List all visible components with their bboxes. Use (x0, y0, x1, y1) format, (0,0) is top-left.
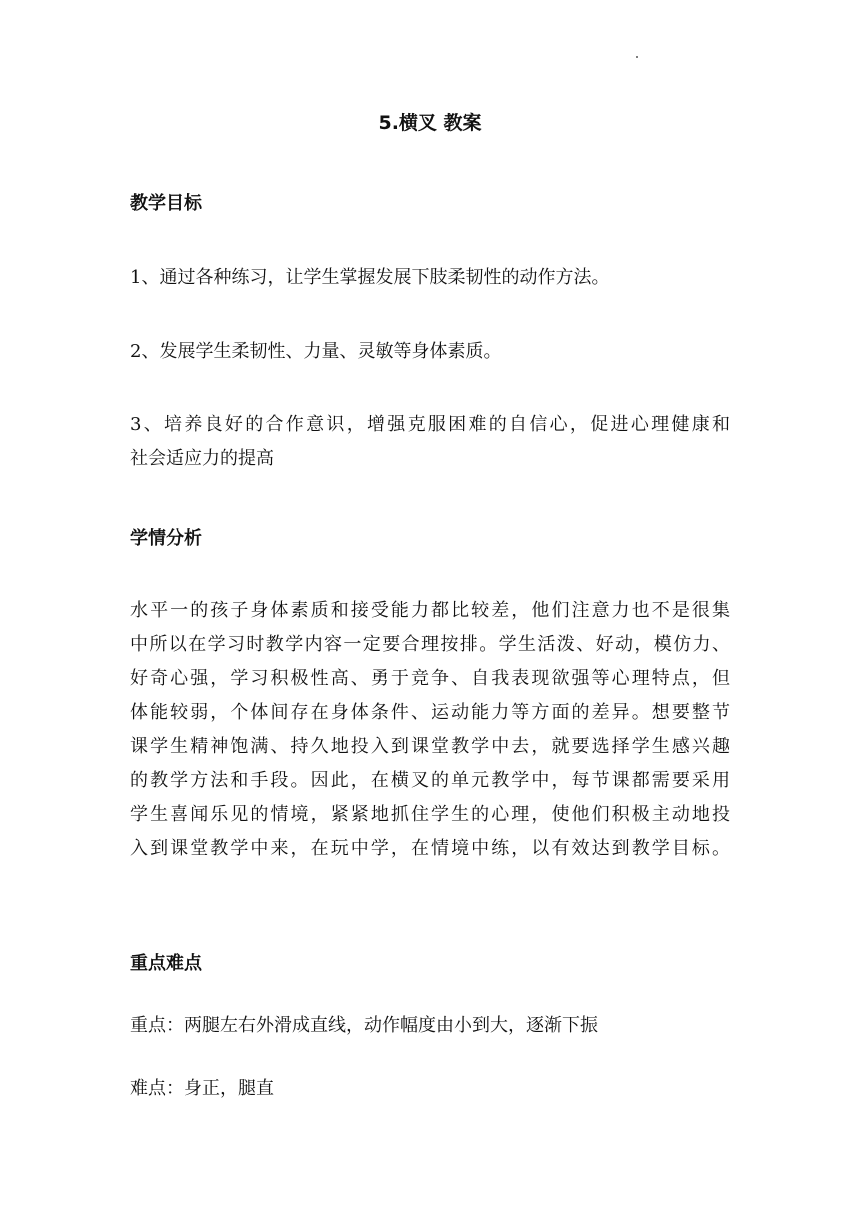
objective-item-3-line-1: 3、培养良好的合作意识，增强克服困难的自信心，促进心理健康和 (130, 414, 730, 435)
section-heading-keypoints: 重点难点 (130, 953, 202, 974)
objective-item-2: 2、发展学生柔韧性、力量、灵敏等身体素质。 (130, 341, 502, 362)
page-title: 5.横叉 教案 (378, 112, 482, 134)
analysis-line: 的教学方法和手段。因此，在横叉的单元教学中，每节课都需要采用 (130, 770, 730, 791)
objective-item-3 (130, 410, 730, 474)
objective-item-1: 1、通过各种练习，让学生掌握发展下肢柔韧性的动作方法。 (130, 267, 610, 288)
analysis-line: 中所以在学习时教学内容一定要合理按排。学生活泼、好动，模仿力、 (130, 634, 730, 655)
analysis-line: 体能较弱，个体间存在身体条件、运动能力等方面的差异。想要整节 (130, 702, 730, 723)
focus-point: 重点：两腿左右外滑成直线，动作幅度由小到大，逐渐下振 (130, 1015, 598, 1036)
analysis-paragraph (130, 596, 730, 864)
analysis-line: 入到课堂教学中来，在玩中学，在情境中练，以有效达到教学目标。 (130, 838, 730, 859)
objective-item-3-line-2: 社会适应力的提高 (130, 448, 274, 469)
difficulty-point: 难点：身正，腿直 (130, 1078, 274, 1099)
analysis-line: 课学生精神饱满、持久地投入到课堂教学中去，就要选择学生感兴趣 (130, 736, 730, 757)
page-mark (636, 56, 638, 58)
analysis-line: 好奇心强，学习积极性高、勇于竞争、自我表现欲强等心理特点，但 (130, 668, 730, 689)
section-heading-analysis: 学情分析 (130, 528, 202, 549)
analysis-line: 学生喜闻乐见的情境，紧紧地抓住学生的心理，使他们积极主动地投 (130, 804, 730, 825)
analysis-line: 水平一的孩子身体素质和接受能力都比较差，他们注意力也不是很集 (130, 600, 730, 621)
section-heading-objectives: 教学目标 (130, 193, 202, 214)
